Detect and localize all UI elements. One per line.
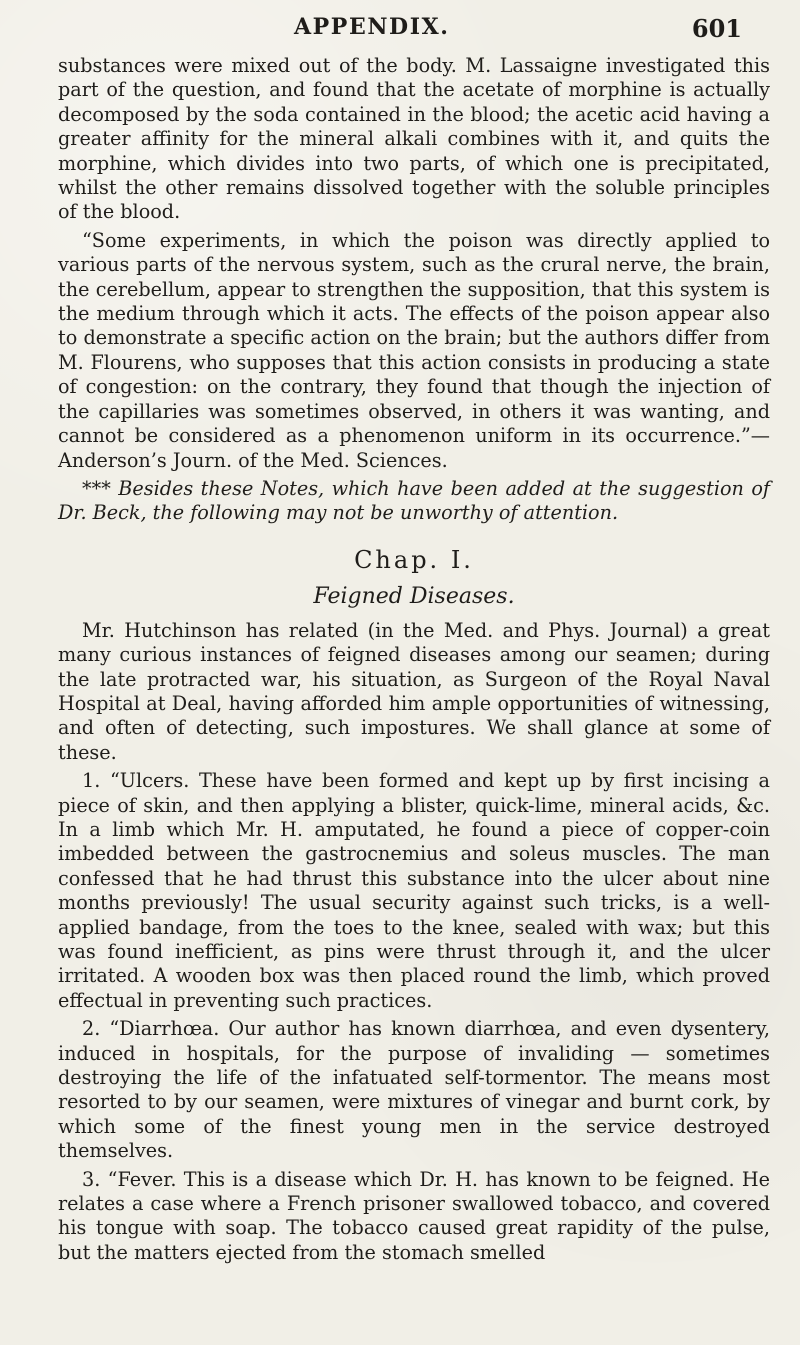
text-block (58, 54, 770, 1265)
paragraph-2: “Some experiments, in which the poison was directly applied to various parts of the nervous system, such as the crural nerve, the brain, the cerebellum, appear to strengthen the supposition, that this system is the medium through which it acts. The effects of the poison appear also to demonstrate a specific action on the brain; but the authors differ from M. Flourens, who supposes that this action consists in producing a state of congestion: on the contrary, they found that though the injection of the capillaries was sometimes observed, in others it was wanting, and cannot be considered as a phenomenon uniform in its occurrence.”—Anderson’s Journ. of the Med. Sciences. (58, 228, 770, 472)
paragraph-6: 3. “Fever. This is a disease which Dr. H. has known to be feigned. He relates a case where a French prisoner swallowed tobacco, and covered his tongue with soap. The tobacco caused great rapidity of the pulse, but the matters ejected from the stomach smelled (58, 1167, 770, 1264)
paragraph-5: 2. “Diarrhœa. Our author has known diarrhœa, and even dysentery, induced in hospitals, for the purpose of invaliding — sometimes destroying the life of the infatuated self-tormentor. The means most resorted to by our seamen, were mixtures of vinegar and burnt cork, by which some of the finest young men in the service destroyed themselves. (58, 1017, 770, 1163)
paragraph-1: substances were mixed out of the body. M. Lassaigne investigated this part of the question, and found that the acetate of morphine is actually decomposed by the soda contained in the blood; the acetic acid having a greater affinity for the mineral alkali combines with it, and quits the morphine, which divides into two parts, of which one is precipitated, whilst the other remains dissolved together with the soluble principles of the blood. (58, 54, 770, 224)
page-header (58, 14, 770, 52)
page-number: 601 (691, 14, 742, 43)
chapter-heading: Chap. I. (354, 545, 474, 574)
section-heading: Feigned Diseases. (313, 583, 515, 609)
editor-note: *** Besides these Notes, which have been added at the suggestion of Dr. Beck, the following may not be unworthy of attention. (58, 476, 770, 525)
paragraph-4: 1. “Ulcers. These have been formed and kept up by first incising a piece of skin, and then applying a blister, quick-lime, mineral acids, &c. In a limb which Mr. H. amputated, he found a piece of copper-coin imbedded between the gastrocnemius and soleus muscles. The man confessed that he had thrust this substance into the ulcer about nine months previously! The usual security against such tricks, is a well-applied bandage, from the toes to the knee, sealed with wax; but this was found inefficient, as pins were thrust through it, and the ulcer irritated. A wooden box was then placed round the limb, which proved effectual in preventing such practices. (58, 769, 770, 1012)
paragraph-3: Mr. Hutchinson has related (in the Med. and Phys. Journal) a great many curious instances of feigned diseases among our seamen; during the late protracted war, his situation, as Surgeon of the Royal Naval Hospital at Deal, having afforded him ample opportunities of witnessing, and often of detecting, such impostures. We shall glance at some of these. (58, 618, 770, 764)
running-head: APPENDIX. (294, 14, 450, 40)
